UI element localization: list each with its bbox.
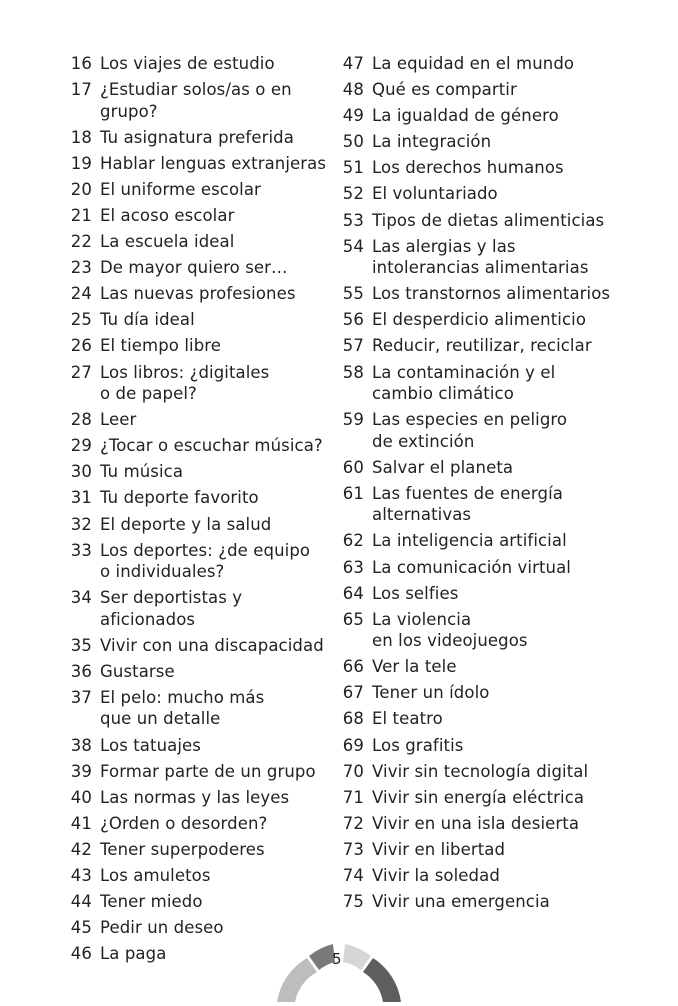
topic-title: De mayor quiero ser… [100,258,288,278]
topic-number: 25 [70,310,92,330]
topic-title: ¿Orden o desorden? [100,813,268,833]
topic-title: Los deportes: ¿de equipo o individuales? [100,540,311,582]
topic-title: Vivir en una isla desierta [372,813,580,833]
topic-number: 17 [70,80,92,100]
topic-title: Los libros: ¿digitales o de papel? [100,362,270,404]
topic-number: 40 [70,787,92,807]
topic-item [336,708,636,730]
topic-title: ¿Estudiar solos/as o en grupo? [100,80,292,121]
topic-number: 38 [70,735,92,755]
topic-item [336,839,636,861]
topic-item [336,457,636,479]
topic-number: 44 [70,892,92,912]
topic-title: El desperdicio alimenticio [372,310,587,330]
topic-title: Los tatuajes [100,735,201,755]
topic-number: 23 [70,258,92,278]
color-wheel-decoration [259,936,419,1006]
topic-item [336,210,636,232]
topic-number: 46 [70,944,92,964]
topic-title: Vivir con una discapacidad [100,635,324,655]
topic-number: 20 [70,179,92,199]
topic-item [336,530,636,552]
topic-number: 72 [342,813,364,833]
topic-title: El voluntariado [372,184,498,204]
topic-number: 33 [70,540,92,560]
topic-title: Reducir, reutilizar, reciclar [372,336,592,356]
topic-item [336,335,636,357]
topic-item [64,813,336,835]
topic-number: 34 [70,588,92,608]
topic-title: Las fuentes de energía alternativas [372,483,563,525]
topic-item [336,891,636,913]
topic-number: 49 [342,106,364,126]
topic-item [336,761,636,783]
topic-number: 18 [70,127,92,147]
topic-title: La escuela ideal [100,232,235,252]
topic-item [64,335,336,357]
topic-item [336,656,636,678]
topic-item [336,557,636,579]
topic-item [336,53,636,75]
topic-item [64,461,336,483]
topic-item [64,435,336,457]
topic-number: 29 [70,436,92,456]
topic-number: 31 [70,488,92,508]
topic-title: Tu día ideal [100,310,195,330]
topic-item [64,409,336,431]
topic-item [64,283,336,305]
topic-title: Formar parte de un grupo [100,761,316,781]
page-footer [0,930,678,1000]
topic-title: Tener un ídolo [372,683,490,703]
topic-title: Tener miedo [100,892,203,912]
topic-number: 53 [342,210,364,230]
topic-item [336,362,636,405]
topic-number: 75 [342,892,364,912]
topic-number: 37 [70,687,92,707]
topic-title: El teatro [372,709,443,729]
topic-item [64,205,336,227]
topic-list-right [336,53,636,917]
topic-item [64,257,336,279]
topic-number: 56 [342,310,364,330]
topic-item [336,236,636,279]
topic-title: Leer [100,410,137,430]
topic-number: 16 [70,54,92,73]
topic-number: 35 [70,635,92,655]
topic-item [336,483,636,526]
topic-title: La integración [372,132,492,152]
topic-title: Salvar el planeta [372,457,514,477]
topic-number: 19 [70,153,92,173]
topic-number: 41 [70,813,92,833]
topic-item [336,409,636,452]
topic-title: Gustarse [100,661,175,681]
topic-title: La igualdad de género [372,106,559,126]
topic-number: 21 [70,205,92,225]
topic-item [64,231,336,253]
topic-item [64,787,336,809]
topic-item [336,79,636,101]
topic-number: 22 [70,232,92,252]
topic-title: Las normas y las leyes [100,787,290,807]
topic-title: Tu deporte favorito [100,488,259,508]
topic-number: 62 [342,531,364,551]
topic-item [336,309,636,331]
topic-number: 61 [342,483,364,503]
topic-title: La paga [100,944,167,964]
topic-item [64,635,336,657]
topic-title: Vivir la soledad [372,866,500,886]
topic-number: 39 [70,761,92,781]
topic-title: La equidad en el mundo [372,54,575,73]
topic-item [64,587,336,630]
topic-item [64,891,336,913]
topic-number: 54 [342,236,364,256]
topic-number: 52 [342,184,364,204]
topic-title: La violencia en los videojuegos [372,609,528,651]
topic-item [336,787,636,809]
topic-number: 43 [70,866,92,886]
topic-number: 27 [70,362,92,382]
topic-number: 69 [342,735,364,755]
topic-number: 24 [70,284,92,304]
topic-title: Los selfies [372,583,459,603]
topic-title: Hablar lenguas extranjeras [100,153,327,173]
topic-title: ¿Tocar o escuchar música? [100,436,323,456]
topic-title: Los amuletos [100,866,211,886]
topic-item [64,687,336,730]
topic-number: 28 [70,410,92,430]
topic-number: 42 [70,839,92,859]
topic-number: 32 [70,514,92,534]
topic-item [64,661,336,683]
topic-item [336,105,636,127]
topic-title: El uniforme escolar [100,179,261,199]
topic-title: El deporte y la salud [100,514,272,534]
topic-item [336,157,636,179]
topic-title: Ser deportistas y aficionados [100,588,243,629]
topic-item [336,865,636,887]
topic-title: Las alergias y las intolerancias alimentarias [372,236,589,278]
topic-number: 45 [70,918,92,938]
topic-item [64,865,336,887]
topic-title: El tiempo libre [100,336,222,356]
topic-number: 30 [70,462,92,482]
topic-item [336,283,636,305]
topic-title: Vivir en libertad [372,839,506,859]
topic-number: 73 [342,839,364,859]
topic-number: 26 [70,336,92,356]
topic-title: Tener superpoderes [100,839,265,859]
topic-title: La inteligencia artificial [372,531,567,551]
topic-title: Qué es compartir [372,80,517,100]
topic-item [336,682,636,704]
topic-number: 51 [342,158,364,178]
topic-number: 65 [342,609,364,629]
topic-title: Los derechos humanos [372,158,564,178]
topic-number: 55 [342,284,364,304]
topic-item [64,487,336,509]
topic-number: 47 [342,54,364,73]
topic-number: 48 [342,80,364,100]
topic-title: Tu asignatura preferida [100,127,294,147]
topic-title: Vivir sin energía eléctrica [372,787,585,807]
topic-title: Las especies en peligro de extinción [372,410,568,451]
topic-title: El pelo: mucho más que un detalle [100,687,265,729]
topic-item [64,153,336,175]
topic-number: 64 [342,583,364,603]
topic-number: 57 [342,336,364,356]
topic-title: Vivir una emergencia [372,892,550,912]
topic-number: 74 [342,866,364,886]
topic-item [64,540,336,583]
topic-title: La contaminación y el cambio climático [372,362,556,404]
topic-title: Los transtornos alimentarios [372,284,611,304]
topic-item [64,362,336,405]
topic-item [64,761,336,783]
topic-title: Tipos de dietas alimenticias [372,210,605,230]
topic-number: 50 [342,132,364,152]
topic-number: 59 [342,410,364,430]
topic-list-left [64,53,336,969]
topic-item [336,609,636,652]
topic-number: 36 [70,661,92,681]
topic-number: 70 [342,761,364,781]
topic-item [64,127,336,149]
topic-number: 63 [342,557,364,577]
topic-title: Pedir un deseo [100,918,224,938]
topic-title: Vivir sin tecnología digital [372,761,589,781]
topic-number: 58 [342,362,364,382]
topic-item [336,183,636,205]
topic-item [64,179,336,201]
topic-title: Los grafitis [372,735,464,755]
topic-title: El acoso escolar [100,205,235,225]
topic-number: 71 [342,787,364,807]
topic-item [64,839,336,861]
topic-item [64,53,336,75]
wheel-segment-left [277,958,317,1002]
topic-number: 67 [342,683,364,703]
topic-number: 68 [342,709,364,729]
topic-title: Las nuevas profesiones [100,284,296,304]
topic-item [64,735,336,757]
topic-title: Ver la tele [372,657,457,677]
wheel-segment-top-right [343,944,371,970]
wheel-segment-right [363,958,401,1002]
topic-title: Tu música [100,462,184,482]
topic-item [336,583,636,605]
topic-item [64,309,336,331]
page-number: 5 [332,950,342,968]
topic-number: 66 [342,657,364,677]
topic-item [64,79,336,122]
topic-number: 60 [342,457,364,477]
topic-item [336,735,636,757]
topic-item [336,131,636,153]
topic-title: Los viajes de estudio [100,54,275,73]
topic-title: La comunicación virtual [372,557,571,577]
topic-item [64,514,336,536]
topic-item [336,813,636,835]
